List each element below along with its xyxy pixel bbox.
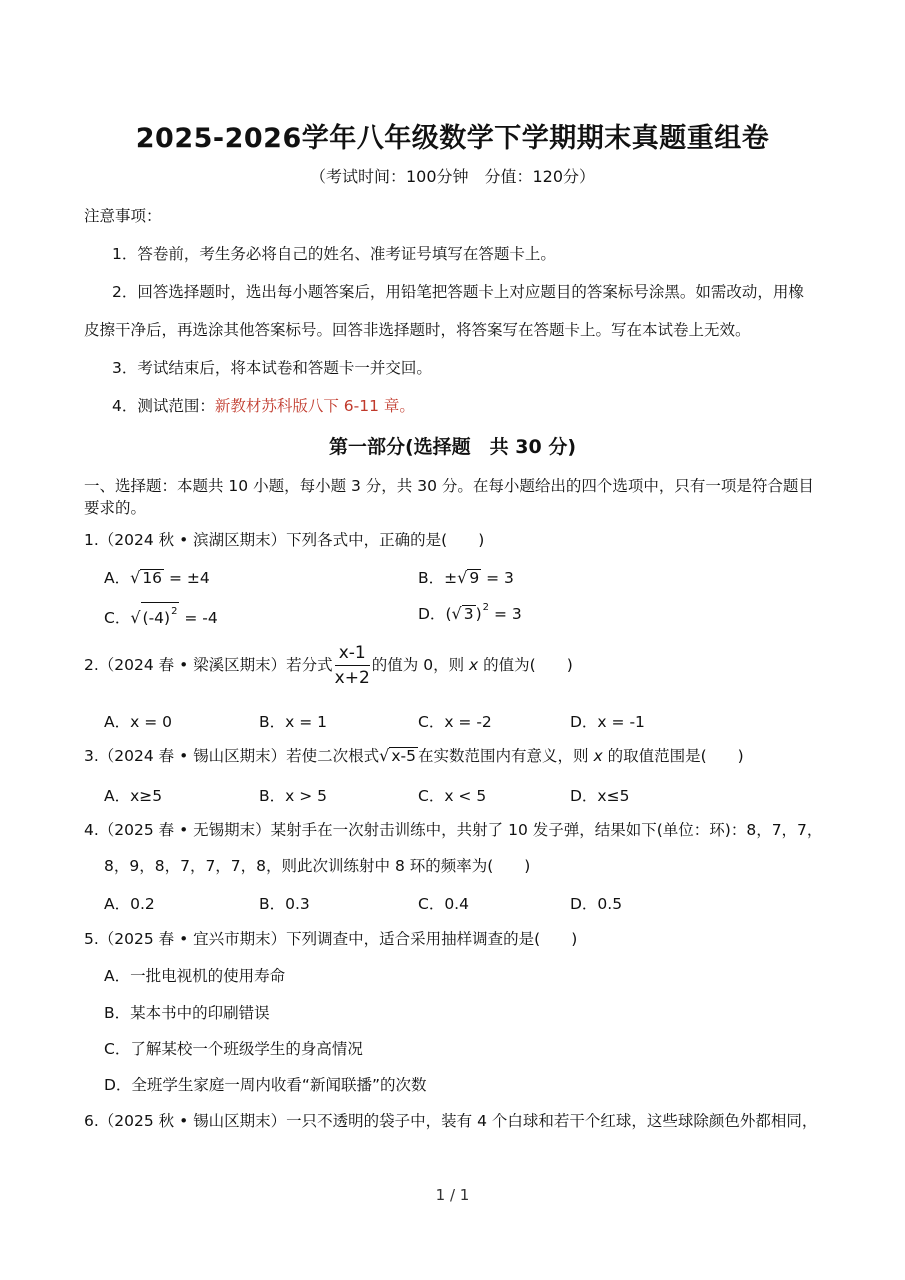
q1-c-exponent: 2 <box>171 606 178 617</box>
q3-option-d: D．x≤5 <box>570 787 630 805</box>
q1-option-d <box>418 602 522 624</box>
q1-d-radicand: 3 <box>463 605 474 623</box>
exam-title: 2025-2026学年八年级数学下学期期末真题重组卷 <box>135 123 770 154</box>
notice-heading: 注意事项： <box>84 207 162 225</box>
q2-option-d: D．x = -1 <box>570 713 645 731</box>
q2-stem-b: 的值为 0，则 <box>371 656 465 674</box>
q4-option-a: A．0.2 <box>104 895 155 913</box>
q3-stem-c: 的取值范围是( ) <box>607 747 744 765</box>
q3-radicand: x-5 <box>391 747 417 765</box>
q2-stem-c: 的值为( ) <box>483 656 573 674</box>
q1-c-radicand: (-4) <box>142 609 171 627</box>
notice-item-2-line-2: 皮擦干净后，再选涂其他答案标号。回答非选择题时，将答案写在答题卡上。写在本试卷上无效。 <box>84 321 751 339</box>
notice-item-4-prefix: 4．测试范围： <box>112 397 215 415</box>
q1-a-label: A． <box>104 569 131 587</box>
sqrt-icon: √ <box>379 746 390 765</box>
q2-stem <box>84 642 573 689</box>
page-number: 1 / 1 <box>435 1186 470 1204</box>
q3-option-b: B．x > 5 <box>259 787 328 805</box>
q1-d-rest: = 3 <box>489 605 522 623</box>
q2-option-b: B．x = 1 <box>259 713 328 731</box>
q5-option-b: B．某本书中的印刷错误 <box>104 1004 270 1022</box>
q1-d-close-paren: ) <box>475 605 482 623</box>
notice-item-2-line-1: 2．回答选择题时，选出每小题答案后，用铅笔把答题卡上对应题目的答案标号涂黑。如需改动，用橡 <box>112 283 804 301</box>
q3-stem <box>84 746 744 766</box>
q5-option-c: C．了解某校一个班级学生的身高情况 <box>104 1040 363 1058</box>
q4-stem-line-1: 4.（2025 春 • 无锡期末）某射手在一次射击训练中，共射了 10 发子弹，结果如下(单位：环)：8，7，7， <box>84 821 823 839</box>
q4-option-c: C．0.4 <box>418 895 469 913</box>
exam-subtitle: （考试时间：100分钟 分值：120分） <box>309 167 596 186</box>
section-title: 第一部分(选择题 共 30 分) <box>328 436 577 458</box>
q1-c-label: C． <box>104 609 131 627</box>
q2-stem-a: 2.（2024 春 • 梁溪区期末）若分式 <box>84 656 333 674</box>
sqrt-icon: √ <box>451 604 462 623</box>
q5-option-d: D．全班学生家庭一周内收看“新闻联播”的次数 <box>104 1076 427 1094</box>
q1-c-radicand-box <box>141 602 180 627</box>
q2-fraction <box>335 642 370 689</box>
q5-stem: 5.（2025 春 • 宜兴市期末）下列调查中，适合采用抽样调查的是( ) <box>84 930 578 948</box>
q1-a-radicand: 16 <box>142 569 163 587</box>
q1-b-pm: ± <box>444 569 458 587</box>
q2-option-c: C．x = -2 <box>418 713 492 731</box>
q3-stem-b: 在实数范围内有意义，则 <box>418 747 589 765</box>
q1-d-label: D． <box>418 605 446 623</box>
q3-option-c: C．x < 5 <box>418 787 487 805</box>
notice-item-1: 1．答卷前，考生务必将自己的姓名、准考证号填写在答题卡上。 <box>112 245 556 263</box>
q3-option-a: A．x≥5 <box>104 787 163 805</box>
notice-item-4 <box>112 396 415 416</box>
q1-c-rest: = -4 <box>179 609 218 627</box>
q3-variable: x <box>593 747 603 765</box>
q2-variable: x <box>469 656 479 674</box>
q1-b-rest: = 3 <box>481 569 514 587</box>
q5-option-a: A．一批电视机的使用寿命 <box>104 967 286 985</box>
q1-option-c <box>104 602 218 628</box>
q6-stem-line-1: 6.（2025 秋 • 锡山区期末）一只不透明的袋子中，装有 4 个白球和若干个红球，这些球除颜色外都相同， <box>84 1112 818 1130</box>
q1-stem: 1.（2024 秋 • 滨湖区期末）下列各式中，正确的是( ) <box>84 531 485 549</box>
q1-a-rest: = ±4 <box>164 569 210 587</box>
sqrt-icon: √ <box>130 568 141 587</box>
q2-numerator: x-1 <box>335 642 370 666</box>
q2-denominator: x+2 <box>334 668 370 688</box>
q4-stem-line-2: 8，9，8，7，7，7，8，则此次训练射中 8 环的频率为( ) <box>104 857 531 875</box>
notice-item-3: 3．考试结束后，将本试卷和答题卡一并交回。 <box>112 359 432 377</box>
q1-b-radicand: 9 <box>469 569 480 587</box>
section-intro-line-2: 要求的。 <box>84 499 147 517</box>
notice-item-4-scope: 新教材苏科版八下 6-11 章。 <box>214 397 415 415</box>
q1-d-open-paren: ( <box>445 605 452 623</box>
sqrt-icon: √ <box>130 608 141 627</box>
q1-d-exponent: 2 <box>482 602 490 613</box>
q1-b-label: B． <box>418 569 445 587</box>
q1-option-a <box>104 566 210 588</box>
q3-stem-a: 3.（2024 春 • 锡山区期末）若使二次根式 <box>84 747 380 765</box>
q4-option-b: B．0.3 <box>259 895 310 913</box>
q1-option-b <box>418 566 514 588</box>
sqrt-icon: √ <box>457 568 468 587</box>
q2-option-a: A．x = 0 <box>104 713 172 731</box>
q4-option-d: D．0.5 <box>570 895 623 913</box>
section-intro-line-1: 一、选择题：本题共 10 小题，每小题 3 分，共 30 分。在每小题给出的四个选项中，只有一项是符合题目 <box>84 477 814 495</box>
